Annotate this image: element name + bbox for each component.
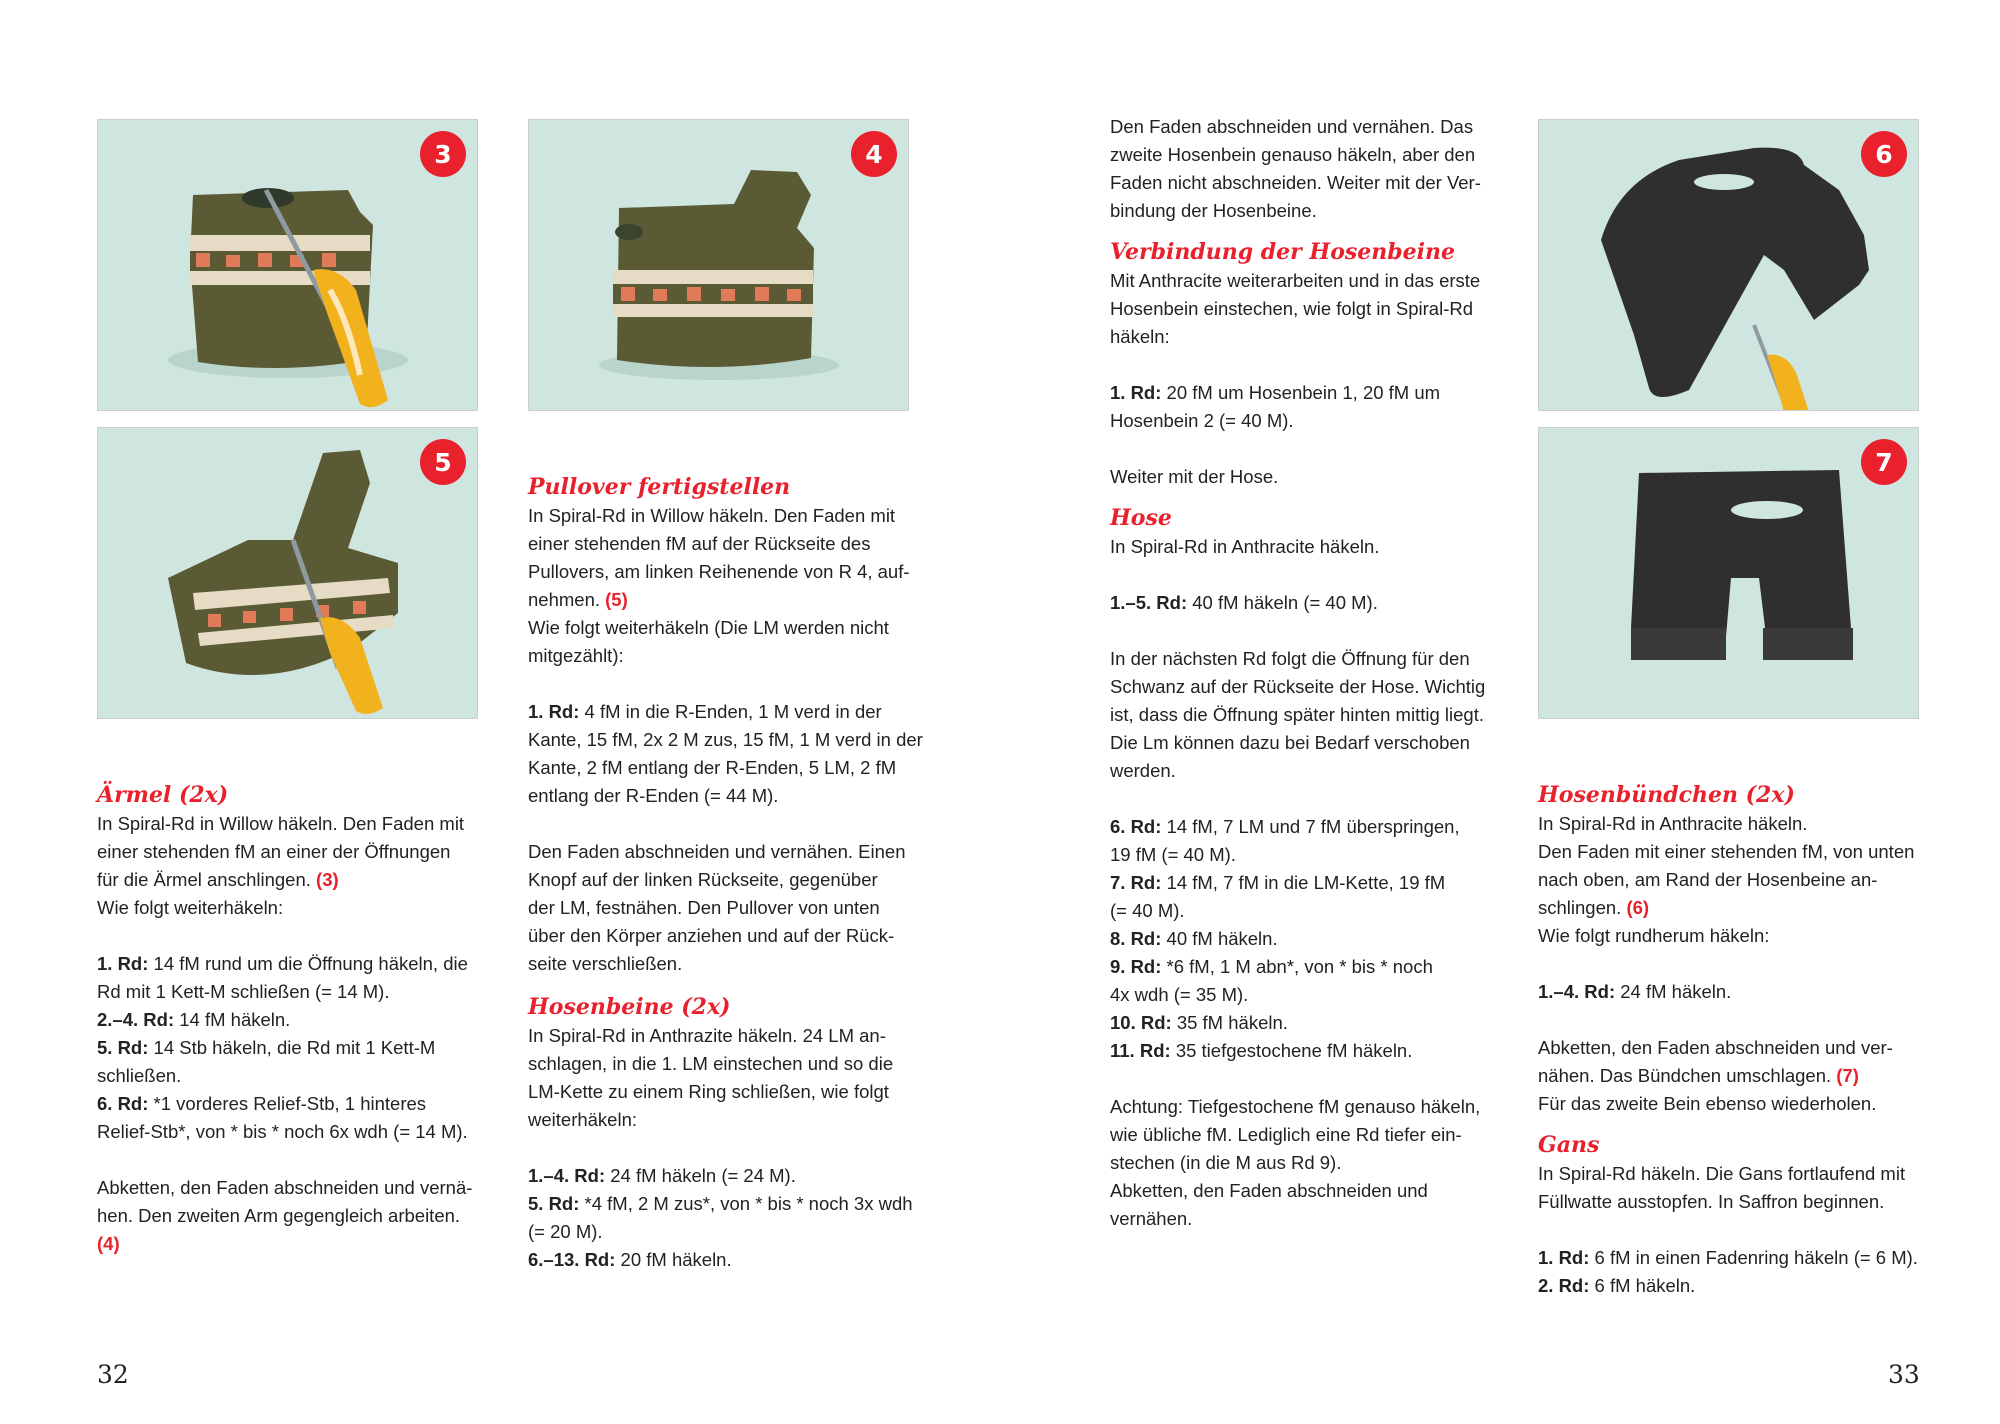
- column-1: [97, 780, 497, 1258]
- column-3: [1110, 113, 1510, 1233]
- round-5: 5. Rd: *4 fM, 2 M zus*, von * bis * noch 3x wdh: [528, 1193, 913, 1214]
- sweater-back-with-hook-image: [98, 428, 478, 719]
- step-badge: 4: [851, 131, 897, 177]
- text-line: Den Faden abschneiden und vernähen. Das: [1110, 116, 1474, 137]
- text-line: über den Körper anziehen und auf der Rück-: [528, 925, 895, 946]
- text-line: schlingen. (6): [1538, 897, 1650, 918]
- round-1-4: 1.–4. Rd: 24 fM häkeln.: [1538, 981, 1732, 1002]
- heading-hosenbeine: Hosenbeine (2x): [528, 994, 731, 1020]
- photo-step-3: [97, 119, 478, 411]
- round-2: 2. Rd: 6 fM häkeln.: [1538, 1275, 1696, 1296]
- text-line: In Spiral-Rd in Willow häkeln. Den Faden mit: [528, 505, 896, 526]
- text-line: Den Faden mit einer stehenden fM, von unten: [1538, 841, 1915, 862]
- text-line: stechen (in die M aus Rd 9).: [1110, 1152, 1342, 1173]
- page-number-left: 32: [97, 1360, 129, 1389]
- text-line: Rd mit 1 Kett-M schließen (= 14 M).: [97, 981, 390, 1002]
- text-line: Den Faden abschneiden und vernähen. Einen: [528, 841, 906, 862]
- text-line: Wie folgt weiterhäkeln (Die LM werden nicht: [528, 617, 889, 638]
- column-2: [528, 472, 928, 1274]
- text-line: Schwanz auf der Rückseite der Hose. Wichtig: [1110, 676, 1486, 697]
- heading-verbindung-der-hosenbeine: Verbindung der Hosenbeine: [1110, 239, 1455, 265]
- text-line: schlagen, in die 1. LM einstechen und so die: [528, 1053, 894, 1074]
- photo-ref: (4): [97, 1233, 120, 1254]
- round-2-4: 2.–4. Rd: 14 fM häkeln.: [97, 1009, 291, 1030]
- trouser-legs-with-hook-image: [1539, 120, 1919, 411]
- text-line: Abketten, den Faden abschneiden und: [1110, 1180, 1428, 1201]
- column-4: [1538, 780, 1958, 1300]
- text-line: (= 40 M).: [1110, 900, 1185, 921]
- text-line: Faden nicht abschneiden. Weiter mit der Ver-: [1110, 172, 1481, 193]
- text-line: häkeln:: [1110, 326, 1170, 347]
- photo-ref: (3): [316, 869, 339, 890]
- step-badge: 5: [420, 439, 466, 485]
- text-line: hen. Den zweiten Arm gegengleich arbeiten.: [97, 1205, 461, 1226]
- text-line: 4x wdh (= 35 M).: [1110, 984, 1249, 1005]
- photo-step-6: [1538, 119, 1919, 411]
- round-6-13: 6.–13. Rd: 20 fM häkeln.: [528, 1249, 732, 1270]
- text-line: Hosenbein 2 (= 40 M).: [1110, 410, 1294, 431]
- text-line: Kante, 2 fM entlang der R-Enden, 5 LM, 2 fM: [528, 757, 897, 778]
- round-1: 1. Rd: 14 fM rund um die Öffnung häkeln, die: [97, 953, 468, 974]
- text-line: Achtung: Tiefgestochene fM genauso häkeln,: [1110, 1096, 1481, 1117]
- text-line: nähen. Das Bündchen umschlagen. (7): [1538, 1065, 1859, 1086]
- text-line: Relief-Stb*, von * bis * noch 6x wdh (= 14 M).: [97, 1121, 468, 1142]
- step-badge: 6: [1861, 131, 1907, 177]
- text-line: Pullovers, am linken Reihenende von R 4, auf-: [528, 561, 910, 582]
- text-line: bindung der Hosenbeine.: [1110, 200, 1317, 221]
- round-1-5: 1.–5. Rd: 40 fM häkeln (= 40 M).: [1110, 592, 1378, 613]
- heading-hosenbuendchen: Hosenbündchen (2x): [1538, 782, 1795, 808]
- round-1: 1. Rd: 20 fM um Hosenbein 1, 20 fM um: [1110, 382, 1441, 403]
- text-line: entlang der R-Enden (= 44 M).: [528, 785, 779, 806]
- finished-trousers-image: [1539, 428, 1919, 719]
- text-line: In Spiral-Rd in Anthracite häkeln.: [1538, 813, 1808, 834]
- round-1-4: 1.–4. Rd: 24 fM häkeln (= 24 M).: [528, 1165, 796, 1186]
- text-line: zweite Hosenbein genauso häkeln, aber den: [1110, 144, 1476, 165]
- heading-hose: Hose: [1110, 505, 1172, 531]
- heading-aermel: Ärmel (2x): [97, 782, 229, 808]
- text-line: werden.: [1110, 760, 1176, 781]
- heading-gans: Gans: [1538, 1132, 1600, 1158]
- text-line: vernähen.: [1110, 1208, 1193, 1229]
- text-line: [97, 1230, 497, 1258]
- sweater-with-sleeve-image: [529, 120, 909, 411]
- text-line: (= 20 M).: [528, 1221, 603, 1242]
- text-line: nehmen. (5): [528, 589, 628, 610]
- text-line: Füllwatte ausstopfen. In Saffron beginnen.: [1538, 1191, 1885, 1212]
- text-line: mitgezählt):: [528, 645, 624, 666]
- round-7: 7. Rd: 14 fM, 7 fM in die LM-Kette, 19 fM: [1110, 872, 1446, 893]
- text-line: Weiter mit der Hose.: [1110, 466, 1279, 487]
- text-line: In Spiral-Rd in Willow häkeln. Den Faden mit: [97, 813, 465, 834]
- round-1: 1. Rd: 6 fM in einen Fadenring häkeln (= 6 M).: [1538, 1247, 1918, 1268]
- text-line: In Spiral-Rd häkeln. Die Gans fortlaufend mit: [1538, 1163, 1906, 1184]
- step-badge: 7: [1861, 439, 1907, 485]
- sweater-with-hook-image: [98, 120, 478, 411]
- text-line: LM-Kette zu einem Ring schließen, wie folgt: [528, 1081, 889, 1102]
- text-line: In der nächsten Rd folgt die Öffnung für den: [1110, 648, 1470, 669]
- text-line: Knopf auf der linken Rückseite, gegenüber: [528, 869, 878, 890]
- heading-pullover-fertigstellen: Pullover fertigstellen: [528, 474, 791, 500]
- photo-step-5: [97, 427, 478, 719]
- text-line: schließen.: [97, 1065, 182, 1086]
- text-line: In Spiral-Rd in Anthrazite häkeln. 24 LM an-: [528, 1025, 886, 1046]
- text-line: Hosenbein einstechen, wie folgt in Spiral-Rd: [1110, 298, 1474, 319]
- text-line: Abketten, den Faden abschneiden und ver-: [1538, 1037, 1893, 1058]
- text-line: einer stehenden fM an einer der Öffnungen: [97, 841, 451, 862]
- text-line: ist, dass die Öffnung später hinten mittig liegt.: [1110, 704, 1484, 725]
- round-6: 6. Rd: *1 vorderes Relief-Stb, 1 hinteres: [97, 1093, 427, 1114]
- text-line: wie übliche fM. Lediglich eine Rd tiefer ein-: [1110, 1124, 1462, 1145]
- round-1: 1. Rd: 4 fM in die R-Enden, 1 M verd in der: [528, 701, 882, 722]
- text-line: Kante, 15 fM, 2x 2 M zus, 15 fM, 1 M verd in der: [528, 729, 923, 750]
- page-number-right: 33: [1888, 1360, 1920, 1389]
- text-line: einer stehenden fM auf der Rückseite des: [528, 533, 871, 554]
- text-line: der LM, festnähen. Den Pullover von unten: [528, 897, 880, 918]
- text-line: Abketten, den Faden abschneiden und vernä-: [97, 1177, 473, 1198]
- text-line: Für das zweite Bein ebenso wiederholen.: [1538, 1093, 1877, 1114]
- text-line: 19 fM (= 40 M).: [1110, 844, 1236, 865]
- text-line: seite verschließen.: [528, 953, 683, 974]
- photo-step-7: [1538, 427, 1919, 719]
- round-11: 11. Rd: 35 tiefgestochene fM häkeln.: [1110, 1040, 1413, 1061]
- text-line: nach oben, am Rand der Hosenbeine an-: [1538, 869, 1878, 890]
- step-badge: 3: [420, 131, 466, 177]
- photo-ref: (5): [605, 589, 628, 610]
- round-8: 8. Rd: 40 fM häkeln.: [1110, 928, 1278, 949]
- text-line: für die Ärmel anschlingen. (3): [97, 869, 339, 890]
- round-9: 9. Rd: *6 fM, 1 M abn*, von * bis * noch: [1110, 956, 1433, 977]
- round-6: 6. Rd: 14 fM, 7 LM und 7 fM überspringen,: [1110, 816, 1460, 837]
- text-line: In Spiral-Rd in Anthracite häkeln.: [1110, 536, 1380, 557]
- photo-ref: (6): [1626, 897, 1650, 918]
- round-5: 5. Rd: 14 Stb häkeln, die Rd mit 1 Kett-M: [97, 1037, 436, 1058]
- text-line: weiterhäkeln:: [528, 1109, 638, 1130]
- text-line: Wie folgt weiterhäkeln:: [97, 897, 284, 918]
- text-line: Die Lm können dazu bei Bedarf verschoben: [1110, 732, 1470, 753]
- photo-step-4: [528, 119, 909, 411]
- round-10: 10. Rd: 35 fM häkeln.: [1110, 1012, 1288, 1033]
- photo-ref: (7): [1836, 1065, 1859, 1086]
- text-line: Mit Anthracite weiterarbeiten und in das erste: [1110, 270, 1481, 291]
- text-line: Wie folgt rundherum häkeln:: [1538, 925, 1770, 946]
